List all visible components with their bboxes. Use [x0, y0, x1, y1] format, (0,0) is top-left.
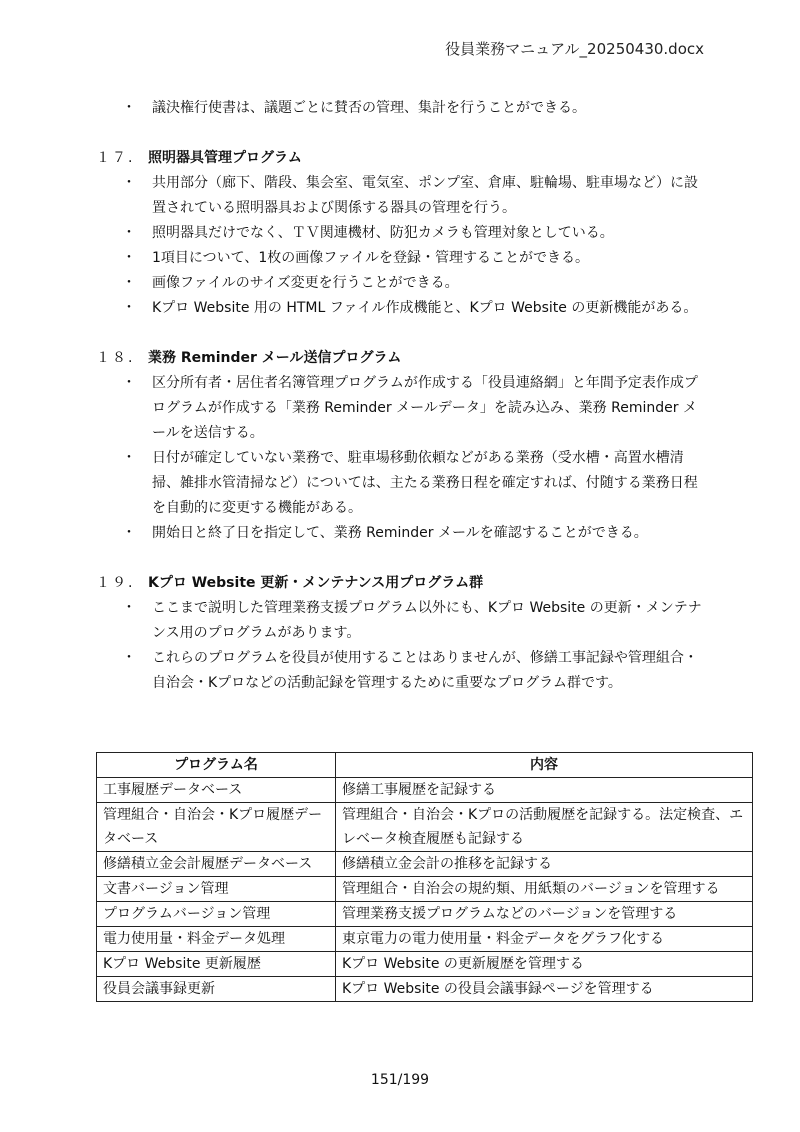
column-header: プログラム名 [97, 753, 336, 778]
program-table [96, 752, 753, 1002]
table-cell: 役員会議事録更新 [97, 977, 336, 1002]
table-cell: Kプロ Website 更新履歴 [97, 952, 336, 977]
list-item: ・ 区分所有者・居住者名簿管理プログラムが作成する「役員連絡網」と年間予定表作成プログラムが作成する「業務 Reminder メールデータ」を読み込み、業務 Reminder メールを送信する。 [96, 371, 708, 446]
table-cell: 修繕積立金会計履歴データベース [97, 852, 336, 877]
list-item: ・ 日付が確定していない業務で、駐車場移動依頼などがある業務（受水槽・高置水槽清掃、雑排水管清掃など）については、主たる業務日程を確定すれば、付随する業務日程を自動的に変更する機能がある。 [96, 446, 708, 521]
table-header-row [97, 753, 753, 778]
list-item: ・ 1項目について、1枚の画像ファイルを登録・管理することができる。 [96, 246, 708, 271]
list-item: ・ Kプロ Website 用の HTML ファイル作成機能と、Kプロ Website の更新機能がある。 [96, 296, 708, 321]
section-title: Kプロ Website 更新・メンテナンス用プログラム群 [148, 575, 484, 591]
table-cell: 管理業務支援プログラムなどのバージョンを管理する [336, 902, 753, 927]
section-heading [96, 146, 708, 171]
table-cell: Kプロ Website の更新履歴を管理する [336, 952, 753, 977]
table-cell: 電力使用量・料金データ処理 [97, 927, 336, 952]
bullet-list [96, 371, 708, 546]
bullet-list [96, 596, 708, 696]
table-cell: 修繕工事履歴を記録する [336, 778, 753, 803]
table-cell: 管理組合・自治会の規約類、用紙類のバージョンを管理する [336, 877, 753, 902]
table-cell: 東京電力の電力使用量・料金データをグラフ化する [336, 927, 753, 952]
table-row [97, 778, 753, 803]
table-cell: プログラムバージョン管理 [97, 902, 336, 927]
section-title: 照明器具管理プログラム [148, 150, 302, 166]
bullet-list [96, 171, 708, 321]
table-row [97, 927, 753, 952]
table-row [97, 952, 753, 977]
section-19 [96, 571, 708, 696]
column-header: 内容 [336, 753, 753, 778]
table-cell: 工事履歴データベース [97, 778, 336, 803]
list-item: ・ 照明器具だけでなく、ＴＶ関連機材、防犯カメラも管理対象としている。 [96, 221, 708, 246]
table-row [97, 977, 753, 1002]
section-18 [96, 346, 708, 546]
page-number: 151/199 [370, 1072, 430, 1088]
section-number: １９. [96, 575, 135, 591]
list-item: ・ これらのプログラムを役員が使用することはありませんが、修繕工事記録や管理組合・自治会・Kプロなどの活動記録を管理するために重要なプログラム群です。 [96, 646, 708, 696]
list-item: ・ 画像ファイルのサイズ変更を行うことができる。 [96, 271, 708, 296]
section-title: 業務 Reminder メール送信プログラム [148, 350, 402, 366]
table-cell: Kプロ Website の役員会議事録ページを管理する [336, 977, 753, 1002]
list-item: ・ 議決権行使書は、議題ごとに賛否の管理、集計を行うことができる。 [96, 96, 708, 121]
section-heading [96, 346, 708, 371]
table-cell: 修繕積立金会計の推移を記録する [336, 852, 753, 877]
list-item: ・ 共用部分（廊下、階段、集会室、電気室、ポンプ室、倉庫、駐輪場、駐車場など）に設置されている照明器具および関係する器具の管理を行う。 [96, 171, 708, 221]
table-cell: 文書バージョン管理 [97, 877, 336, 902]
list-item: ・ 開始日と終了日を指定して、業務 Reminder メールを確認することができる。 [96, 521, 708, 546]
table-cell: 管理組合・自治会・Kプロの活動履歴を記録する。法定検査、エレベータ検査履歴も記録する [336, 803, 753, 852]
section-number: １７. [96, 150, 135, 166]
page-content [96, 96, 708, 696]
intro-bullet-list [96, 96, 708, 121]
table-row [97, 803, 753, 852]
section-17 [96, 146, 708, 321]
header-filename: 役員業務マニュアル_20250430.docx [445, 40, 704, 58]
section-number: １８. [96, 350, 135, 366]
list-item: ・ ここまで説明した管理業務支援プログラム以外にも、Kプロ Website の更新・メンテナンス用のプログラムがあります。 [96, 596, 708, 646]
table-row [97, 902, 753, 927]
table-row [97, 877, 753, 902]
section-heading [96, 571, 708, 596]
table-cell: 管理組合・自治会・Kプロ履歴データベース [97, 803, 336, 852]
table-row [97, 852, 753, 877]
